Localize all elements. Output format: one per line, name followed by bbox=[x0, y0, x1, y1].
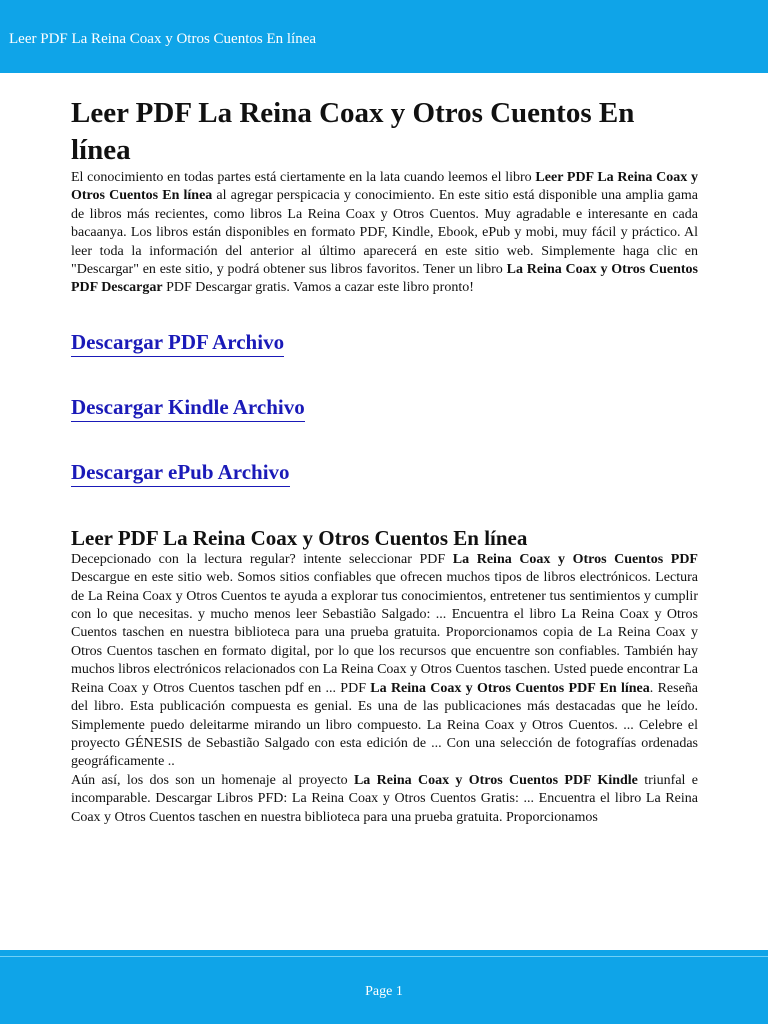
para2-text-3: . Reseña del libro. Esta publicación compuesta es genial. Es una de las publicaciones más destacadas que he leído. Simplemente puedo deleitarme mirando un libro compuesto. La Reina Coax y Otros Cuentos. ... Celebre el proyecto GÉNESIS de Sebastião Salgado con esta edición de ... Con una selección de fotografías ordenadas geográficamente .. bbox=[71, 680, 698, 770]
intro-paragraph bbox=[71, 169, 698, 298]
body-paragraph-1 bbox=[71, 551, 698, 772]
intro-text-3: PDF Descargar gratis. Vamos a cazar este libro pronto! bbox=[162, 280, 474, 296]
intro-text-1: El conocimiento en todas partes está ciertamente en la lata cuando leemos el libro bbox=[71, 170, 536, 185]
para2-text-1: Decepcionado con la lectura regular? intente seleccionar PDF bbox=[71, 551, 453, 567]
para2-bold-2: La Reina Coax y Otros Cuentos PDF En línea bbox=[370, 680, 650, 696]
page-title: Leer PDF La Reina Coax y Otros Cuentos En línea bbox=[71, 97, 635, 166]
download-epub-link[interactable]: Descargar ePub Archivo bbox=[71, 460, 290, 487]
intro-bold-2: La Reina Coax y Otros Cuentos PDF Descargar bbox=[71, 262, 698, 296]
para3-bold-1: La Reina Coax y Otros Cuentos PDF Kindle bbox=[353, 772, 638, 788]
para3-text-1: Aún así, los dos son un homenaje al proyecto bbox=[71, 772, 354, 788]
download-kindle-row bbox=[71, 395, 698, 422]
page-number: Page 1 bbox=[365, 984, 403, 999]
footer-bar bbox=[0, 950, 768, 1024]
footer-divider bbox=[0, 956, 768, 957]
download-pdf-row bbox=[71, 330, 698, 357]
para2-text-2: Descargue en este sitio web. Somos sitios confiables que ofrecen muchos tipos de libros electrónicos. Lectura de La Reina Coax y Otros Cuentos te ayuda a explorar tus conocimientos, entretener tus sentimientos y cumplir con lo que necesitas. y mucho menos leer Sebastião Salgado: ... Encuentra el libro La Reina Coax y Otros Cuentos taschen en nuestra biblioteca para una prueba gratuita. Proporcionamos copia de La Reina Coax y Otros Cuentos taschen en formato digital, por lo que los recursos que encuentre son confiables. También hay muchos libros electrónicos relacionados con La Reina Coax y Otros Cuentos taschen. Usted puede encontrar La Reina Coax y Otros Cuentos taschen pdf en ... PDF bbox=[71, 570, 698, 696]
download-epub-row bbox=[71, 460, 698, 487]
download-kindle-link[interactable]: Descargar Kindle Archivo bbox=[71, 395, 305, 422]
top-header-bar bbox=[0, 0, 768, 73]
para2-bold-1: La Reina Coax y Otros Cuentos PDF bbox=[452, 551, 698, 567]
intro-text-2: al agregar perspicacia y conocimiento. En este sitio está disponible una amplia gama de libros más recientes, como libros La Reina Coax y Otros Cuentos. Muy agradable e interesante en cada bacaanya. Los libros están disponibles en formato PDF, Kindle, Ebook, ePub y mobi, muy fácil y práctico. Al leer toda la información del anterior al último aparecerá en este sitio web. Simplemente haga clic en "Descargar" en este sitio, y podrá obtener sus libros favoritos. Tener un libro bbox=[71, 188, 698, 278]
download-pdf-link[interactable]: Descargar PDF Archivo bbox=[71, 330, 284, 357]
section-heading: Leer PDF La Reina Coax y Otros Cuentos En línea bbox=[71, 525, 528, 550]
intro-bold-1: Leer PDF La Reina Coax y Otros Cuentos En línea bbox=[71, 170, 698, 204]
body-paragraph-2 bbox=[71, 772, 698, 827]
para3-text-2: triunfal e incomparable. Descargar Libros PFD: La Reina Coax y Otros Cuentos Gratis: ... Encuentra el libro La Reina Coax y Otros Cuentos taschen en nuestra biblioteca para una prueba gratuita. Proporcionamos bbox=[71, 772, 698, 825]
main-content bbox=[71, 95, 698, 827]
header-title: Leer PDF La Reina Coax y Otros Cuentos En línea bbox=[9, 31, 317, 47]
